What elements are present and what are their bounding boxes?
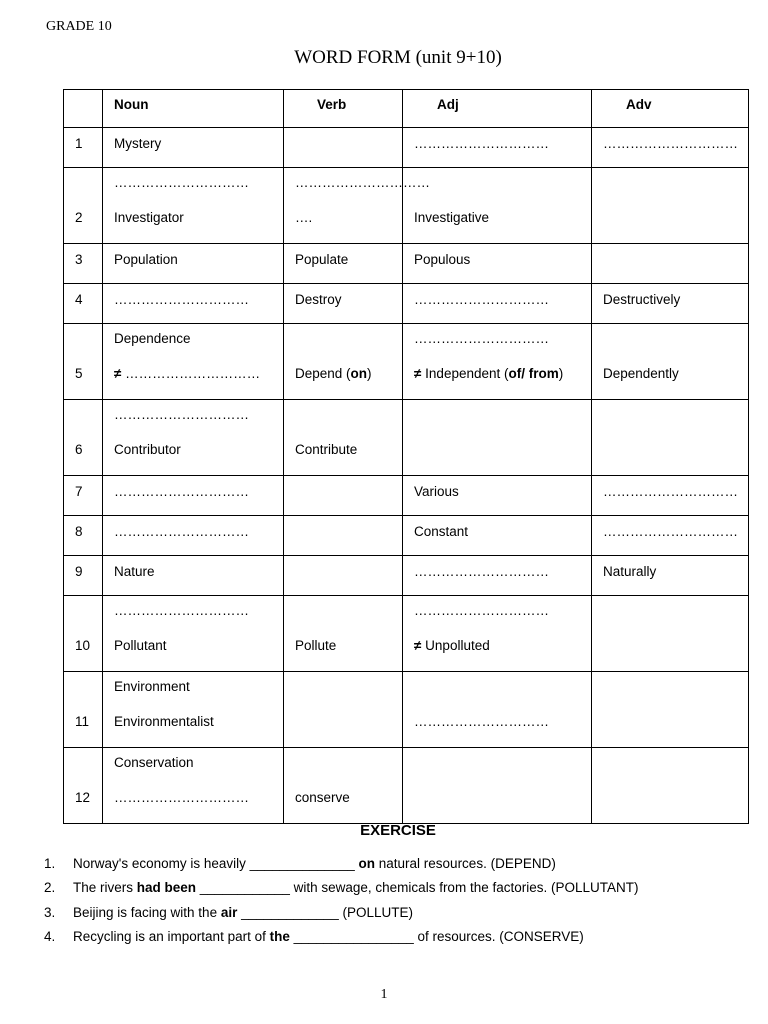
- adj-line-2: …………………………: [414, 292, 549, 307]
- row-number: 2: [64, 168, 103, 244]
- cell-adj: [403, 748, 592, 824]
- noun-line-1: Conservation: [114, 755, 194, 770]
- exercise-number: 4.: [44, 928, 56, 944]
- exercise-title: EXERCISE: [360, 822, 436, 839]
- noun-line-2: …………………………: [114, 790, 249, 805]
- verb-line-1: …………………………: [295, 175, 430, 190]
- exercise-number: 2.: [44, 880, 56, 896]
- exercise-text: The rivers had been ____________ with sewage, chemicals from the factories. (POLLUTANT): [73, 880, 639, 896]
- cell-verb: [284, 128, 403, 168]
- cell-adv: [592, 324, 749, 400]
- table-row: [64, 596, 749, 672]
- row-number: 3: [64, 244, 103, 284]
- adj-line-2: …………………………: [414, 136, 549, 151]
- table-row: [64, 516, 749, 556]
- adv-line-2: Naturally: [603, 564, 657, 579]
- table-row: [64, 168, 749, 244]
- header-num: [64, 90, 103, 128]
- cell-verb: [284, 748, 403, 824]
- verb-line-2: Destroy: [295, 292, 342, 307]
- noun-line-1: Dependence: [114, 331, 191, 346]
- cell-adv: [592, 516, 749, 556]
- noun-line-2: ≠ …………………………: [114, 366, 261, 381]
- noun-line-2: …………………………: [114, 524, 249, 539]
- table-row: [64, 400, 749, 476]
- adv-line-2: Dependently: [603, 366, 679, 381]
- adj-line-1: …………………………: [414, 603, 549, 618]
- header-adj: Adj: [403, 90, 592, 128]
- noun-line-2: Nature: [114, 564, 155, 579]
- exercise-text: Recycling is an important part of the ________________ of resources. (CONSERVE): [73, 928, 584, 944]
- cell-adv: [592, 748, 749, 824]
- cell-noun: [103, 324, 284, 400]
- row-number: 11: [64, 672, 103, 748]
- cell-noun: [103, 556, 284, 596]
- cell-adj: [403, 128, 592, 168]
- cell-adv: [592, 244, 749, 284]
- cell-verb: [284, 672, 403, 748]
- header-noun: Noun: [103, 90, 284, 128]
- noun-line-2: …………………………: [114, 292, 249, 307]
- cell-verb: [284, 284, 403, 324]
- cell-noun: [103, 748, 284, 824]
- adj-line-2: …………………………: [414, 714, 549, 729]
- adv-line-2: …………………………: [603, 524, 738, 539]
- table-row: [64, 128, 749, 168]
- adv-line-2: Destructively: [603, 292, 681, 307]
- word-form-table: [63, 89, 749, 824]
- exercise-text: Norway's economy is heavily ______________ on natural resources. (DEPEND): [73, 856, 556, 871]
- noun-line-2: Environmentalist: [114, 714, 214, 729]
- cell-adj: [403, 168, 592, 244]
- exercise-number: 1.: [44, 856, 56, 871]
- cell-verb: [284, 476, 403, 516]
- noun-line-1: …………………………: [114, 175, 249, 190]
- adj-line-2: Various: [414, 484, 459, 499]
- table-row: [64, 324, 749, 400]
- grade-label: GRADE 10: [46, 19, 112, 34]
- verb-line-2: Contribute: [295, 442, 358, 457]
- cell-verb: [284, 556, 403, 596]
- row-number: 10: [64, 596, 103, 672]
- header-adv: Adv: [592, 90, 749, 128]
- table-row: [64, 244, 749, 284]
- adv-line-2: …………………………: [603, 484, 738, 499]
- cell-adv: [592, 168, 749, 244]
- cell-verb: [284, 516, 403, 556]
- noun-line-1: …………………………: [114, 407, 249, 422]
- cell-noun: [103, 284, 284, 324]
- noun-line-2: Population: [114, 252, 178, 267]
- adj-line-2: ≠ Independent (of/ from): [414, 366, 564, 381]
- row-number: 5: [64, 324, 103, 400]
- row-number: 7: [64, 476, 103, 516]
- cell-adv: [592, 128, 749, 168]
- cell-adj: [403, 400, 592, 476]
- cell-verb: [284, 596, 403, 672]
- row-number: 1: [64, 128, 103, 168]
- table-row: [64, 476, 749, 516]
- noun-line-1: Environment: [114, 679, 190, 694]
- row-number: 4: [64, 284, 103, 324]
- cell-noun: [103, 128, 284, 168]
- noun-line-1: …………………………: [114, 603, 249, 618]
- adj-line-2: ≠ Unpolluted: [414, 638, 490, 653]
- table-row: [64, 748, 749, 824]
- cell-verb: [284, 244, 403, 284]
- noun-line-2: Investigator: [114, 210, 184, 225]
- verb-line-2: conserve: [295, 790, 350, 805]
- adj-line-2: Populous: [414, 252, 471, 267]
- row-number: 6: [64, 400, 103, 476]
- table-row: [64, 284, 749, 324]
- cell-noun: [103, 516, 284, 556]
- noun-line-2: Mystery: [114, 136, 162, 151]
- table-row: [64, 672, 749, 748]
- table-header-row: [64, 90, 749, 128]
- verb-line-2: Populate: [295, 252, 349, 267]
- cell-adv: [592, 476, 749, 516]
- adv-line-2: …………………………: [603, 136, 738, 151]
- row-number: 8: [64, 516, 103, 556]
- header-verb: Verb: [284, 90, 403, 128]
- cell-adj: [403, 476, 592, 516]
- exercise-number: 3.: [44, 904, 56, 920]
- cell-noun: [103, 400, 284, 476]
- cell-adv: [592, 556, 749, 596]
- cell-adv: [592, 400, 749, 476]
- cell-adj: [403, 244, 592, 284]
- cell-adv: [592, 596, 749, 672]
- row-number: 12: [64, 748, 103, 824]
- page-title: WORD FORM (unit 9+10): [294, 47, 502, 68]
- cell-noun: [103, 596, 284, 672]
- table-row: [64, 556, 749, 596]
- cell-adj: [403, 324, 592, 400]
- adj-line-2: Investigative: [414, 210, 490, 225]
- cell-adj: [403, 556, 592, 596]
- adj-line-2: …………………………: [414, 564, 549, 579]
- verb-line-2: Pollute: [295, 638, 337, 653]
- cell-adj: [403, 516, 592, 556]
- verb-line-2: ….: [295, 210, 313, 225]
- row-number: 9: [64, 556, 103, 596]
- cell-verb: [284, 324, 403, 400]
- cell-adv: [592, 284, 749, 324]
- cell-noun: [103, 244, 284, 284]
- noun-line-2: Pollutant: [114, 638, 167, 653]
- cell-adv: [592, 672, 749, 748]
- verb-line-2: Depend (on): [295, 366, 372, 381]
- page-number: 1: [380, 987, 388, 1002]
- cell-adj: [403, 596, 592, 672]
- adj-line-1: …………………………: [414, 331, 549, 346]
- exercise-text: Beijing is facing with the air _____________ (POLLUTE): [73, 904, 413, 920]
- cell-noun: [103, 476, 284, 516]
- cell-verb: [284, 400, 403, 476]
- cell-verb: [284, 168, 430, 244]
- cell-noun: [103, 672, 284, 748]
- cell-adj: [403, 284, 592, 324]
- noun-line-2: Contributor: [114, 442, 181, 457]
- adj-line-2: Constant: [414, 524, 469, 539]
- noun-line-2: …………………………: [114, 484, 249, 499]
- cell-adj: [403, 672, 592, 748]
- cell-noun: [103, 168, 284, 244]
